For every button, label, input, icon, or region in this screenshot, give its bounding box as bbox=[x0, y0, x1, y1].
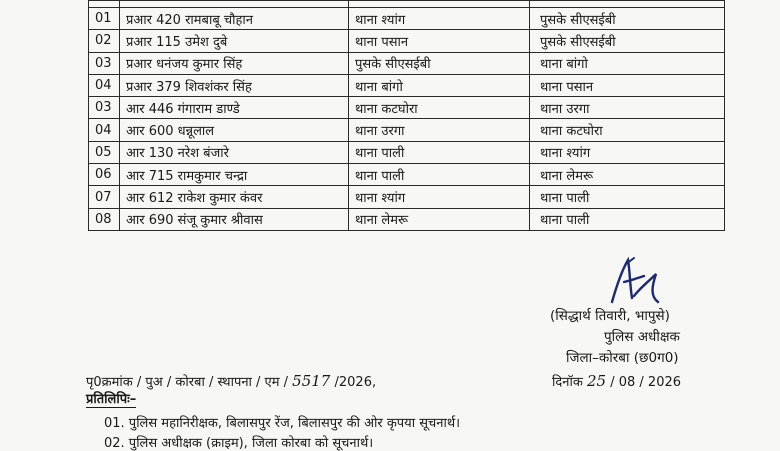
row-serial: 08 bbox=[89, 208, 120, 230]
row-from-station: थाना लेमरू bbox=[349, 208, 530, 230]
row-to-station: पुसके सीएसईबी bbox=[530, 30, 725, 52]
row-to-station: थाना उरगा bbox=[530, 97, 725, 119]
reference-date bbox=[552, 372, 681, 390]
row-serial: 04 bbox=[89, 74, 120, 96]
table-row bbox=[89, 164, 725, 186]
transfer-table bbox=[88, 0, 725, 231]
row-from-station: थाना पाली bbox=[349, 141, 530, 163]
row-name: आर 690 संजू कुमार श्रीवास bbox=[120, 208, 349, 230]
row-serial: 06 bbox=[89, 164, 120, 186]
row-from-station: थाना उरगा bbox=[349, 119, 530, 141]
row-to-station: पुसके सीएसईबी bbox=[530, 8, 725, 30]
row-name: आर 130 नरेश बंजारे bbox=[120, 141, 349, 163]
row-to-station: थाना श्यांग bbox=[530, 141, 725, 163]
table-row bbox=[89, 52, 725, 74]
row-serial: 03 bbox=[89, 97, 120, 119]
officer-designation: पुलिस अधीक्षक bbox=[604, 329, 680, 345]
date-rest: / 08 / 2026 bbox=[610, 375, 682, 390]
row-name: आर 446 गंगाराम डाण्डे bbox=[120, 97, 349, 119]
reference-handwritten-number: 5517 bbox=[292, 372, 331, 390]
row-from-station: पुसके सीएसईबी bbox=[349, 52, 530, 74]
row-serial: 01 bbox=[89, 8, 120, 30]
row-name: आर 612 राकेश कुमार कंवर bbox=[120, 186, 349, 208]
date-handwritten-day: 25 bbox=[586, 372, 607, 390]
row-to-station: थाना पाली bbox=[530, 186, 725, 208]
copy-item-1: 01. पुलिस महानिरीक्षक, बिलासपुर रेंज, बिलासपुर की ओर कृपया सूचनार्थ। bbox=[104, 416, 461, 431]
table-row bbox=[89, 8, 725, 30]
table-row bbox=[89, 141, 725, 163]
date-label: दिनॉक bbox=[552, 375, 583, 390]
row-name: प्रआर 115 उमेश दुबे bbox=[120, 30, 349, 52]
row-to-station: थाना पाली bbox=[530, 208, 725, 230]
row-name: प्रआर 420 रामबाबू चौहान bbox=[120, 8, 349, 30]
reference-year: /2026, bbox=[334, 375, 377, 390]
row-name: आर 600 धन्नूलाल bbox=[120, 119, 349, 141]
row-name: प्रआर धनंजय कुमार सिंह bbox=[120, 52, 349, 74]
row-serial: 05 bbox=[89, 141, 120, 163]
row-from-station: थाना पाली bbox=[349, 164, 530, 186]
row-serial: 04 bbox=[89, 119, 120, 141]
row-from-station: थाना श्यांग bbox=[349, 8, 530, 30]
row-to-station: थाना पसान bbox=[530, 74, 725, 96]
row-to-station: थाना कटघोरा bbox=[530, 119, 725, 141]
table-row bbox=[89, 30, 725, 52]
row-name: प्रआर 379 शिवशंकर सिंह bbox=[120, 74, 349, 96]
officer-name: (सिद्धार्थ तिवारी, भापुसे) bbox=[550, 308, 670, 324]
row-serial: 02 bbox=[89, 30, 120, 52]
transfer-table-body bbox=[89, 1, 725, 231]
row-serial: 07 bbox=[89, 186, 120, 208]
row-from-station: थाना श्यांग bbox=[349, 186, 530, 208]
reference-number bbox=[86, 372, 376, 390]
signature-scribble bbox=[604, 252, 664, 310]
row-to-station: थाना बांगो bbox=[530, 52, 725, 74]
row-serial: 03 bbox=[89, 52, 120, 74]
row-to-station: थाना लेमरू bbox=[530, 164, 725, 186]
officer-district: जिला–कोरबा (छ0ग0) bbox=[566, 350, 679, 366]
row-from-station: थाना पसान bbox=[349, 30, 530, 52]
reference-prefix: पृ0क्रमांक / पुअ / कोरबा / स्थापना / एम / bbox=[86, 375, 293, 390]
table-top-edge bbox=[89, 1, 725, 8]
copy-item-2: 02. पुलिस अधीक्षक (क्राइम), जिला कोरबा को सूचनार्थ। bbox=[104, 436, 374, 451]
row-from-station: थाना कटघोरा bbox=[349, 97, 530, 119]
table-row bbox=[89, 97, 725, 119]
row-name: आर 715 रामकुमार चन्द्रा bbox=[120, 164, 349, 186]
copy-heading: प्रतिलिपिः– bbox=[86, 392, 137, 407]
table-row bbox=[89, 74, 725, 96]
row-from-station: थाना बांगो bbox=[349, 74, 530, 96]
table-row bbox=[89, 119, 725, 141]
table-row bbox=[89, 186, 725, 208]
table-row bbox=[89, 208, 725, 230]
